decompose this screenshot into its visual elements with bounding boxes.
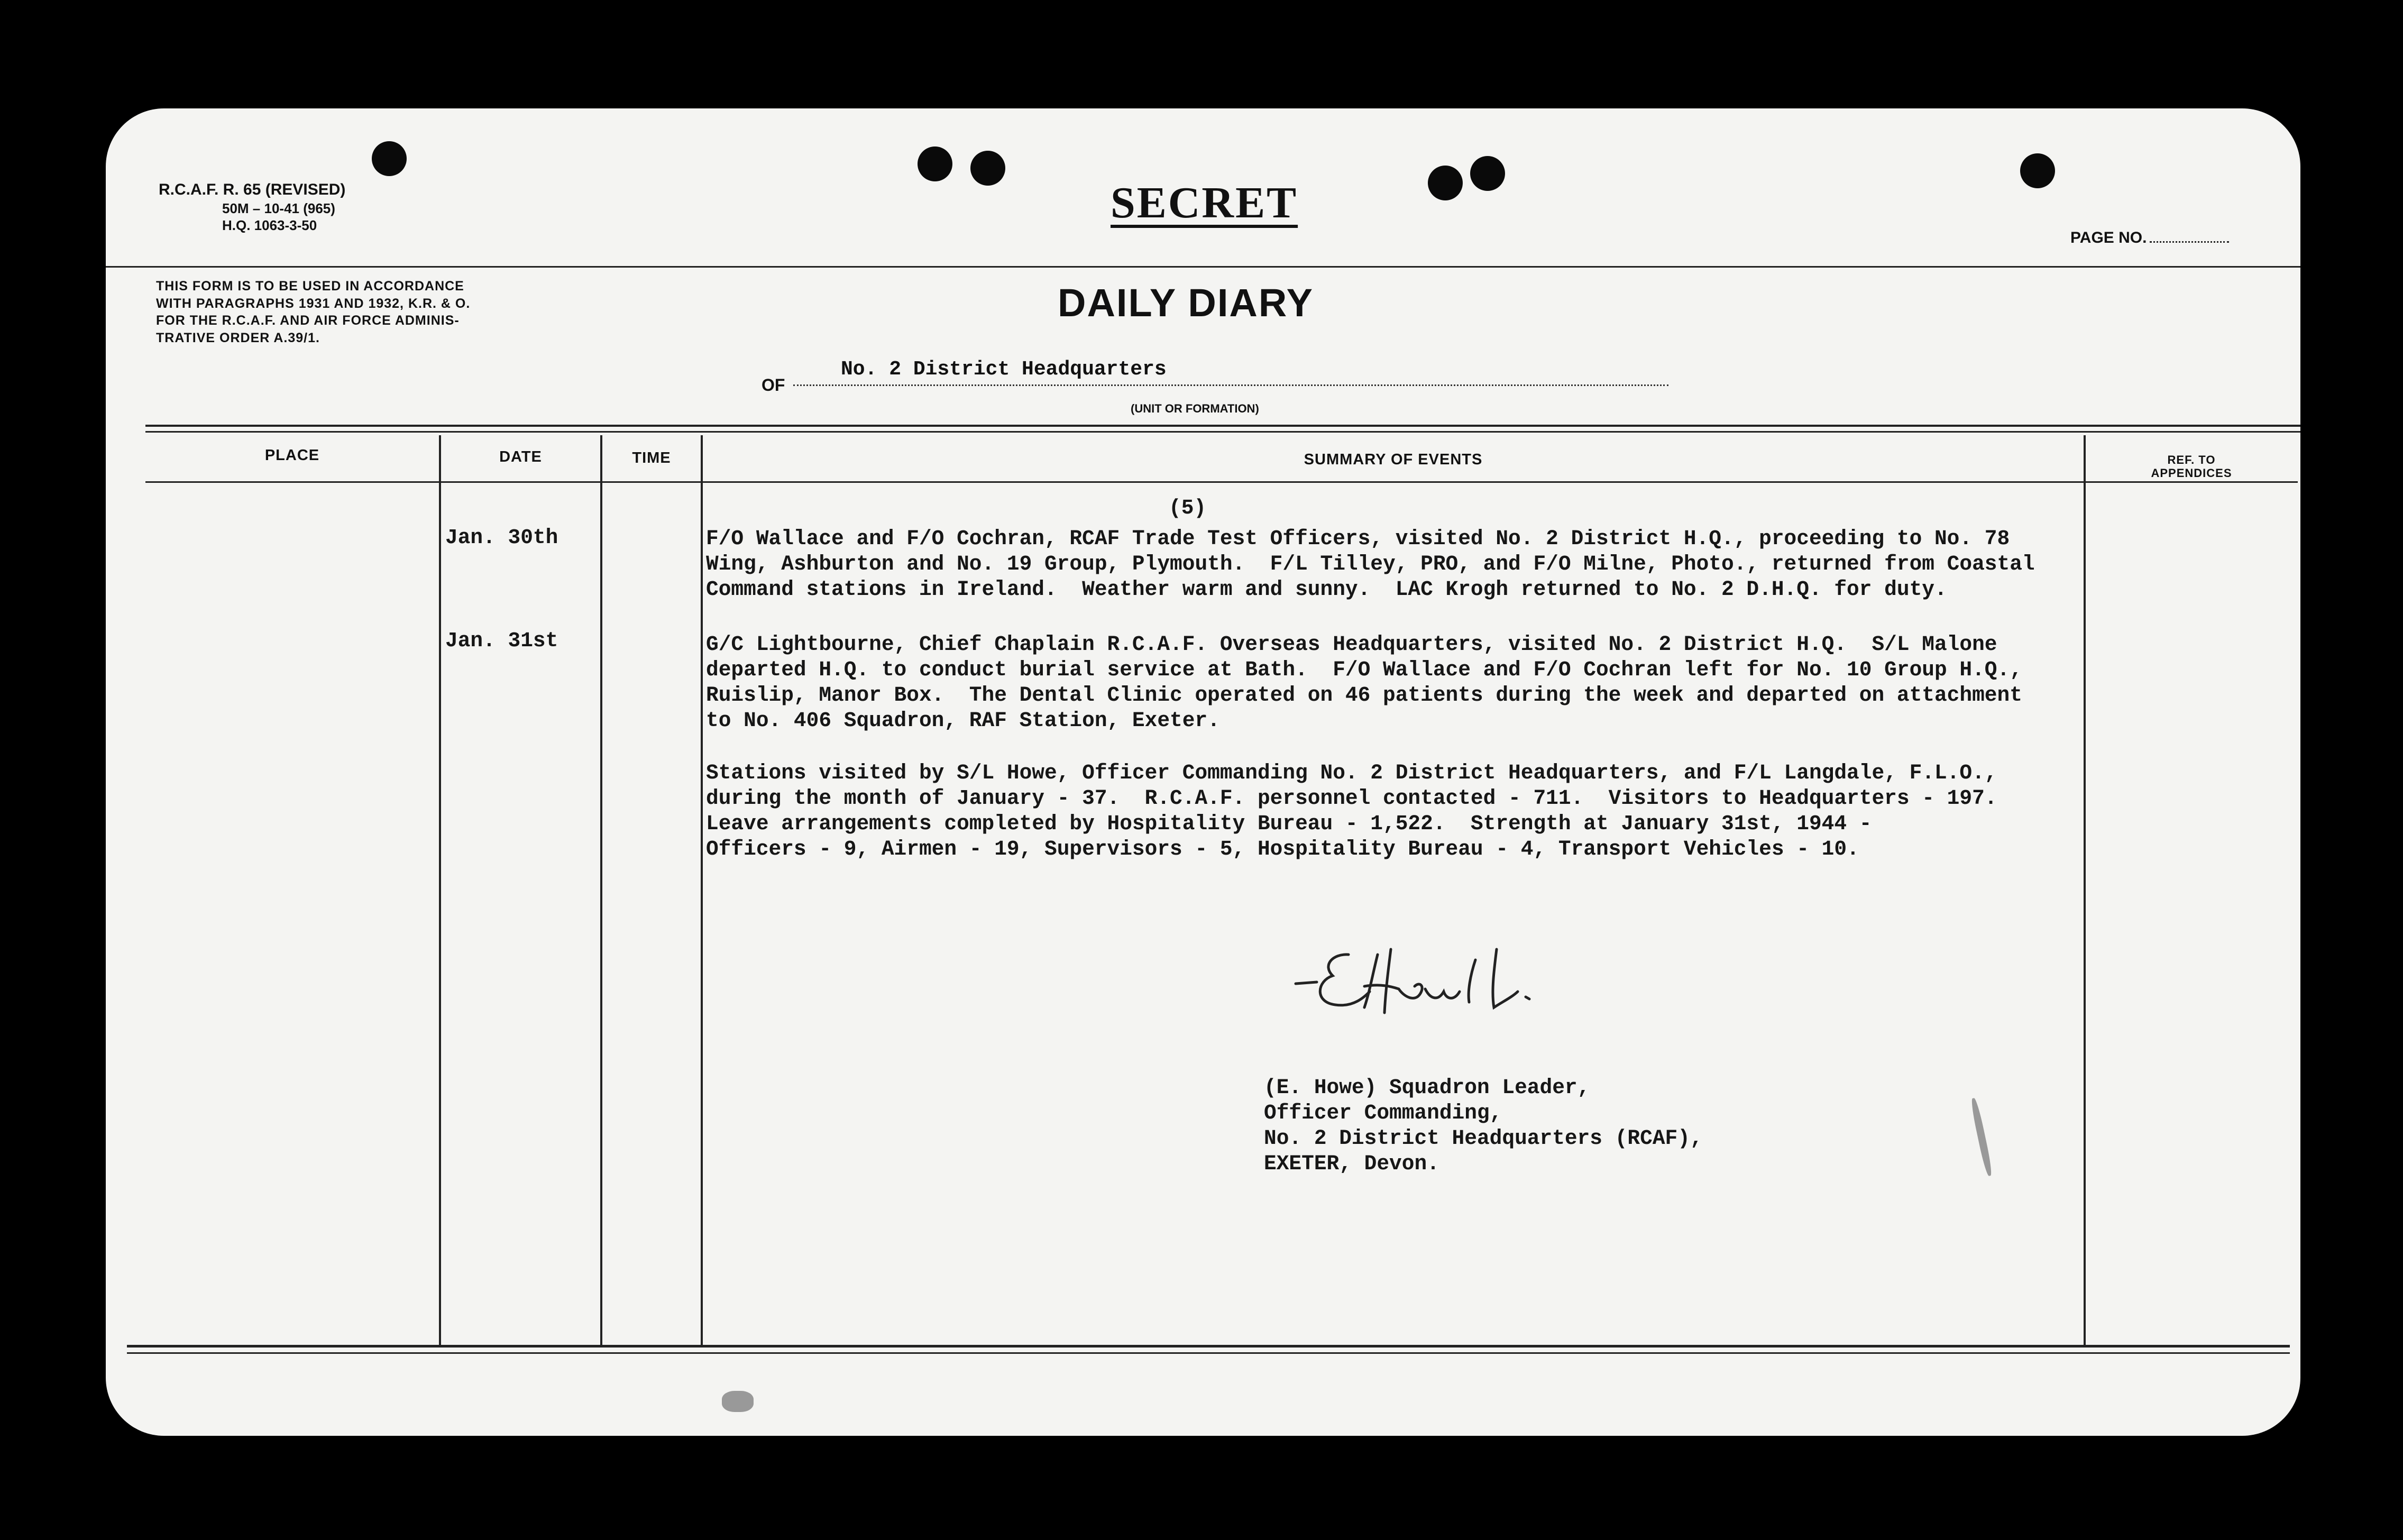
- form-title: DAILY DIARY: [1058, 281, 1314, 325]
- column-divider: [600, 435, 602, 1346]
- entry-line: G/C Lightbourne, Chief Chaplain R.C.A.F. Overseas Headquarters, visited No. 2 District H.Q. S/L Malone: [706, 632, 1997, 656]
- paper-smudge: [1970, 1097, 1994, 1177]
- table-bottom-rule: [127, 1352, 2290, 1354]
- page-marker: (5): [1169, 496, 1207, 520]
- of-label: OF: [762, 375, 785, 395]
- unit-name: No. 2 District Headquarters: [841, 358, 1167, 381]
- table-top-rule: [145, 431, 2300, 433]
- paper-smudge: [722, 1391, 754, 1412]
- signature-line: No. 2 District Headquarters (RCAF),: [1264, 1126, 1703, 1150]
- form-id-line: H.Q. 1063-3-50: [222, 217, 317, 233]
- monthly-summary: [706, 760, 1997, 862]
- page-no-blank: [2150, 241, 2229, 243]
- entry-date: Jan. 31st: [445, 629, 558, 653]
- summary-line: Leave arrangements completed by Hospitality Bureau - 1,522. Strength at January 31st, 1944 -: [706, 812, 1872, 836]
- summary-line: Stations visited by S/L Howe, Officer Commanding No. 2 District Headquarters, and F/L Langdale, F.L.O.,: [706, 761, 1997, 785]
- table-top-rule: [145, 425, 2300, 427]
- entry-line: departed H.Q. to conduct burial service at Bath. F/O Wallace and F/O Cochran left for No. 10 Group H.Q.,: [706, 658, 2022, 682]
- punch-hole: [1428, 166, 1463, 200]
- column-header-place: PLACE: [264, 447, 320, 464]
- punch-hole: [918, 146, 952, 181]
- ref-header-line: REF. TO: [2167, 453, 2216, 466]
- entry-line: to No. 406 Squadron, RAF Station, Exeter.: [706, 709, 1220, 732]
- usage-note-line: TRATIVE ORDER A.39/1.: [156, 330, 320, 345]
- column-divider: [439, 435, 441, 1346]
- column-header-time: TIME: [632, 450, 671, 466]
- signature-line: Officer Commanding,: [1264, 1101, 1502, 1125]
- page-no-label: PAGE NO.: [2070, 229, 2147, 246]
- unit-field: [793, 358, 1668, 386]
- summary-line: during the month of January - 37. R.C.A.F. personnel contacted - 711. Visitors to Headquarters - 197.: [706, 786, 1997, 810]
- entry-text: [706, 632, 2022, 734]
- usage-note: [156, 278, 470, 346]
- summary-line: Officers - 9, Airmen - 19, Supervisors - 5, Hospitality Bureau - 4, Transport Vehicles - 10.: [706, 837, 1859, 861]
- diary-form-card: [106, 108, 2300, 1436]
- entry-line: Command stations in Ireland. Weather warm and sunny. LAC Krogh returned to No. 2 D.H.Q. for duty.: [706, 578, 1947, 601]
- signature-line: EXETER, Devon.: [1264, 1152, 1439, 1176]
- signature-block: [1264, 1075, 1703, 1177]
- punch-hole: [1470, 156, 1505, 191]
- form-id-line: R.C.A.F. R. 65 (REVISED): [159, 181, 346, 198]
- signature-line: (E. Howe) Squadron Leader,: [1264, 1076, 1590, 1099]
- handwritten-signature: [1285, 933, 1581, 1034]
- classification-stamp: SECRET: [1111, 178, 1298, 227]
- punch-hole: [372, 141, 407, 176]
- column-header-summary: SUMMARY OF EVENTS: [1304, 451, 1483, 468]
- punch-hole: [970, 151, 1005, 186]
- unit-caption: (UNIT OR FORMATION): [1131, 402, 1259, 415]
- usage-note-line: FOR THE R.C.A.F. AND AIR FORCE ADMINIS-: [156, 313, 460, 328]
- usage-note-line: WITH PARAGRAPHS 1931 AND 1932, K.R. & O.: [156, 296, 471, 311]
- table-bottom-rule: [127, 1345, 2290, 1348]
- page-number-field: [2070, 229, 2229, 247]
- column-header-date: DATE: [499, 448, 542, 465]
- punch-hole: [2020, 153, 2055, 188]
- form-identifier: [159, 180, 345, 234]
- entry-date: Jan. 30th: [445, 526, 558, 549]
- ref-header-line: APPENDICES: [2151, 466, 2232, 480]
- entry-line: Ruislip, Manor Box. The Dental Clinic operated on 46 patients during the week and departed on attachment: [706, 683, 2022, 707]
- column-divider: [701, 435, 703, 1346]
- column-divider: [2084, 435, 2086, 1346]
- entry-text: [706, 526, 2035, 602]
- entry-line: F/O Wallace and F/O Cochran, RCAF Trade Test Officers, visited No. 2 District H.Q., proceeding to No. 78: [706, 527, 2010, 551]
- usage-note-line: THIS FORM IS TO BE USED IN ACCORDANCE: [156, 279, 464, 294]
- column-header-rule: [145, 481, 2298, 483]
- column-header-ref: [2086, 453, 2297, 480]
- entry-line: Wing, Ashburton and No. 19 Group, Plymouth. F/L Tilley, PRO, and F/O Milne, Photo., returned from Coastal: [706, 552, 2035, 576]
- form-id-line: 50M – 10-41 (965): [222, 200, 335, 216]
- header-rule: [106, 266, 2300, 268]
